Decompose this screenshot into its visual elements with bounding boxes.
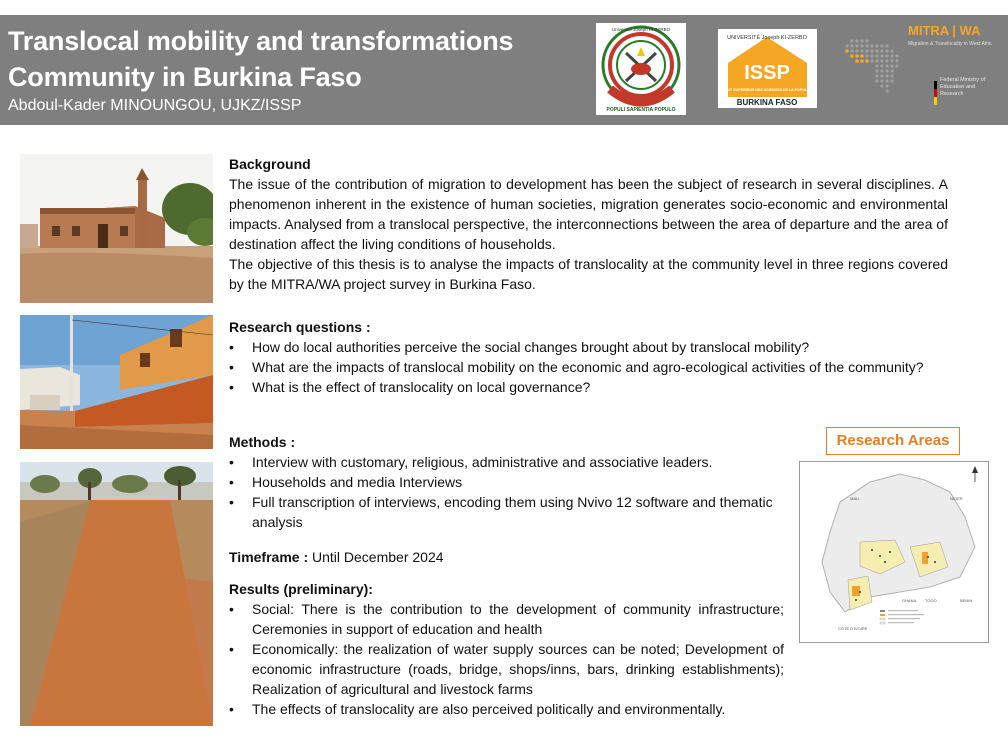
map-label-togo: TOGO — [925, 598, 937, 603]
photo-street-houses — [20, 315, 213, 449]
mitra-wa-tagline: Migration & Translocality in West Africa — [908, 41, 992, 47]
methods-list — [229, 452, 784, 532]
research-areas-map — [799, 461, 989, 643]
photo-dirt-road — [20, 462, 213, 726]
title-line-1: Translocal mobility and transformations — [8, 26, 514, 56]
background-section — [229, 154, 948, 294]
methods-section — [229, 432, 784, 532]
methods-heading: Methods : — [229, 434, 296, 450]
issp-top-text: UNIVERSITÉ Joseph KI-ZERBO — [727, 35, 807, 41]
issp-name: ISSP — [744, 62, 790, 84]
list-item: • Full transcription of interviews, encoding them using Nvivo 12 software and thematic analysis — [229, 492, 784, 532]
timeframe-value: Until December 2024 — [312, 549, 444, 565]
list-item: • Interview with customary, religious, administrative and associative leaders. — [229, 452, 784, 472]
research-questions-list — [229, 337, 948, 397]
issp-country: BURKINA FASO — [736, 98, 798, 107]
issp-subtitle: INSTITUT SUPÉRIEUR DES SCIENCES DE LA POPULATION — [718, 88, 817, 92]
poster-title — [8, 23, 513, 95]
mitra-wa-logo — [842, 21, 992, 113]
title-line-2: Community in Burkina Faso — [8, 62, 362, 92]
list-item: • Social: There is the contribution to the development of community infrastructure; Ceremonies in support of education and health — [229, 599, 784, 639]
map-label-mali: MALI — [850, 496, 860, 501]
results-heading: Results (preliminary): — [229, 581, 373, 597]
list-item: • Households and media Interviews — [229, 472, 784, 492]
mitra-wa-name: MITRA | WA — [908, 23, 981, 38]
list-item: • How do local authorities perceive the social changes brought about by translocal mobility? — [229, 337, 948, 357]
timeframe-section — [229, 547, 784, 567]
map-label-ghana: GHANA — [902, 598, 917, 603]
timeframe-label: Timeframe : — [229, 549, 309, 565]
background-paragraph-1: The issue of the contribution of migration to development has been the subject of research in several disciplines. A phenomenon inherent in the existence of human societies, migration generates socio-economic and environmental impacts. Analysed from a translocal perspective, the interconnections between the area of departure and the area of destination affect the living conditions of households. — [229, 176, 948, 252]
ujkz-motto: POPULI SAPIENTIA POPULO — [606, 107, 676, 113]
photo-village-mosque — [20, 154, 213, 303]
list-item: • The effects of translocality are also perceived politically and environmentally. — [229, 699, 784, 719]
issp-logo — [718, 29, 817, 108]
list-item: • What is the effect of translocality on local governance? — [229, 377, 948, 397]
results-section — [229, 579, 784, 719]
results-list — [229, 599, 784, 719]
research-questions-heading: Research questions : — [229, 319, 371, 335]
map-label-cote-divoire: CÔTE D'IVOIRE — [838, 626, 868, 631]
background-heading: Background — [229, 156, 311, 172]
map-label-benin: BENIN — [960, 598, 973, 603]
header-banner — [0, 15, 1008, 125]
bmbf-text: Federal Ministry of Education and Research — [940, 77, 986, 97]
ujkz-seal-logo — [596, 23, 686, 115]
list-item: • What are the impacts of translocal mobility on the economic and agro-ecological activities of the community? — [229, 357, 948, 377]
research-areas-label: Research Areas — [826, 427, 960, 455]
list-item: • Economically: the realization of water supply sources can be noted; Development of economic infrastructure (roads, bridge, shops/inns, bars, drinking establishments); Realization of agricultural and livestock farms — [229, 639, 784, 699]
research-questions-section — [229, 317, 948, 397]
author-line: Abdoul-Kader MINOUNGOU, UJKZ/ISSP — [8, 97, 302, 114]
map-label-niger: NIGER — [950, 496, 963, 501]
background-paragraph-2: The objective of this thesis is to analyse the impacts of translocality at the community level in three regions covered by the MITRA/WA project survey in Burkina Faso. — [229, 256, 948, 292]
ujkz-top-text: Université Joseph KI-ZERBO — [611, 27, 671, 32]
